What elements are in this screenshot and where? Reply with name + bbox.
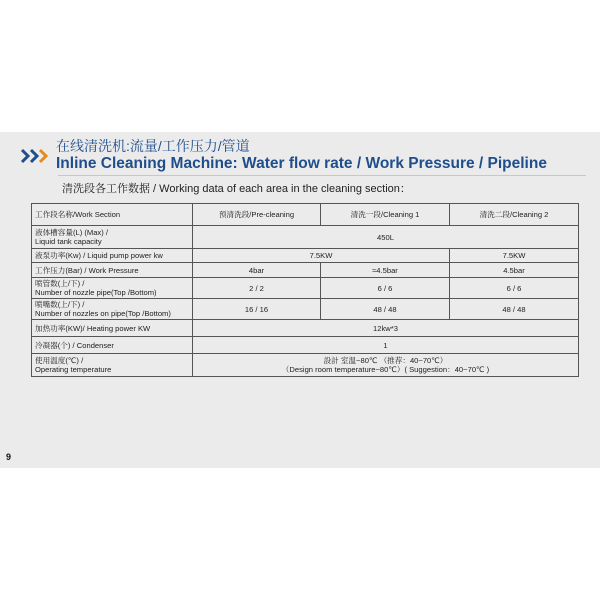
nozzle-pipes-cleaning-2: 6 / 6 [450,278,579,299]
temperature-value-en: （Design room temperature~80℃）( Suggestion：40~70℃ ) [281,365,490,374]
row-label [32,226,193,249]
table-row-work-pressure [32,263,579,278]
table-row-nozzle-pipes [32,278,579,299]
table-row-heating-power [32,320,579,337]
nozzle-pipes-cleaning-1: 6 / 6 [321,278,450,299]
row-label-zh: 液体槽容量(L) (Max) / [35,228,108,237]
triple-chevron-icon [20,146,50,166]
nozzles-pre-cleaning: 16 / 16 [193,299,321,320]
header-work-section: 工作段名称/Work Section [32,204,193,226]
row-label-en: Operating temperature [35,365,112,374]
page-number: 9 [6,452,12,462]
pump-power-value-cleaning-2: 7.5KW [450,249,579,263]
title-divider [58,175,586,176]
header-pre-cleaning: 预清洗段/Pre-cleaning [193,204,321,226]
row-label: 冷凝器(个) / Condenser [32,337,193,354]
temperature-value-zh: 設計 室温~80℃ （推荐：40~70℃） [323,356,448,365]
row-label-zh: 使用温度(℃) / [35,356,84,365]
nozzle-pipes-pre-cleaning: 2 / 2 [193,278,321,299]
page-title-chinese: 在线清洗机:流量/工作压力/管道 [56,138,250,154]
table-row-operating-temperature [32,354,579,377]
pressure-cleaning-1: ≈4.5bar [321,263,450,278]
header-cleaning-1: 清洗一段/Cleaning 1 [321,204,450,226]
table-row-pump-power [32,249,579,263]
row-label: 工作压力(Bar) / Work Pressure [32,263,193,278]
row-label: 液泵功率(Kw) / Liquid pump power kw [32,249,193,263]
heating-power-value: 12kw*3 [193,320,579,337]
row-label [32,278,193,299]
row-label-zh: 喷嘴数(上/下) / [35,300,85,309]
table-row-nozzles [32,299,579,320]
row-label-en: Number of nozzle pipe(Top /Bottom) [35,288,157,297]
row-label-zh: 喷管数(上/下) / [35,279,85,288]
condenser-value: 1 [193,337,579,354]
nozzles-cleaning-2: 48 / 48 [450,299,579,320]
table-header-row [32,204,579,226]
page-title-english: Inline Cleaning Machine: Water flow rate / Work Pressure / Pipeline [56,155,547,172]
row-label-en: Liquid tank capacity [35,237,102,246]
operating-temperature-value [193,354,579,377]
nozzles-cleaning-1: 48 / 48 [321,299,450,320]
pressure-pre-cleaning: 4bar [193,263,321,278]
section-subtitle: 清洗段各工作数据 / Working data of each area in the cleaning section： [62,183,411,195]
row-label [32,299,193,320]
row-label: 加热功率(KW)/ Heating power KW [32,320,193,337]
working-data-table [31,203,579,377]
pressure-cleaning-2: 4.5bar [450,263,579,278]
table-row-tank-capacity [32,226,579,249]
tank-capacity-value: 450L [193,226,579,249]
table-row-condenser [32,337,579,354]
row-label [32,354,193,377]
row-label-en: Number of nozzles on pipe(Top /Bottom) [35,309,171,318]
pump-power-value-pre-and-cleaning-1: 7.5KW [193,249,450,263]
header-cleaning-2: 清洗二段/Cleaning 2 [450,204,579,226]
